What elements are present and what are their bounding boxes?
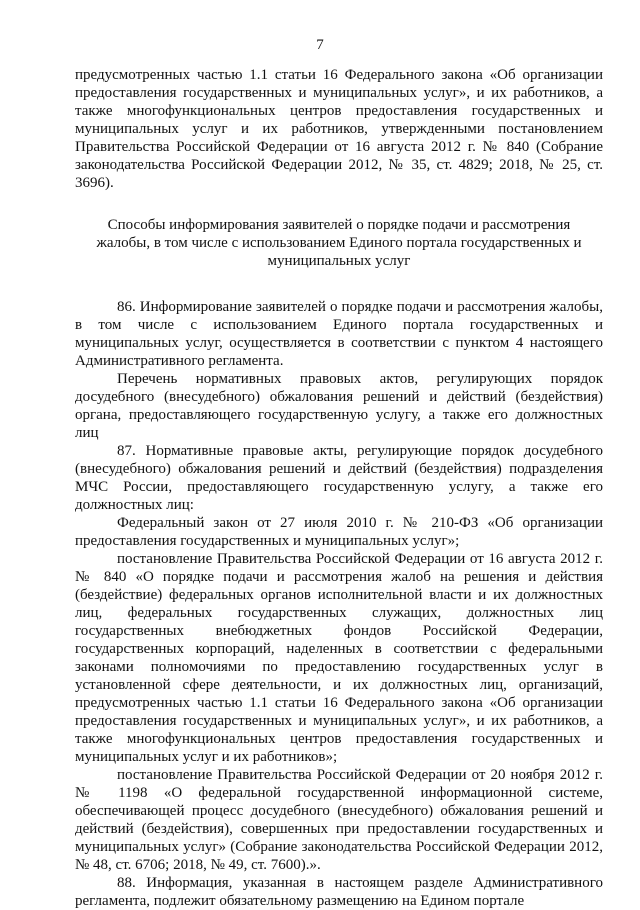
- paragraph-continuation: предусмотренных частью 1.1 статьи 16 Федерального закона «Об организации предоставления государственных и муниципальных услуг», и их работников, а также многофункциональных центров предоставления государственных и муниципальных услуг и их работников, утвержденными постановлением Правительства Российской Федерации от 16 августа 2012 г. № 840 (Собрание законодательства Российской Федерации 2012, № 35, ст. 4829; 2018, № 25, ст. 3696).: [75, 67, 603, 191]
- resolution-840: постановление Правительства Российской Федерации от 16 августа 2012 г. № 840 «О порядке подачи и рассмотрения жалоб на решения и действия (бездействие) федеральных органов исполнительной власти и их должностных лиц, федеральных государственных служащих, должностных лиц государственных внебюджетных фондов Российской Федерации, государственных корпораций, наделенных в соответствии с федеральными законами полномочиями по предоставлению государственных услуг в установленной сфере деятельности, и их должностных лиц, организаций, предусмотренных частью 1.1 статьи 16 Федерального закона «Об организации предоставления государственных и муниципальных услуг», и их работников, а также многофункциональных центров предоставления государственных и муниципальных услуг и их работников»;: [75, 551, 603, 765]
- subheading-perechen: Перечень нормативных правовых актов, регулирующих порядок досудебного (внесудебного) обжалования решений и действий (бездействия) органа, предоставляющего государственную услугу, а также его должностных лиц: [75, 371, 603, 441]
- paragraph-87: 87. Нормативные правовые акты, регулирующие порядок досудебного (внесудебного) обжалования решений и действий (бездействия) подразделения МЧС России, предоставляющего государственную услугу, а также его должностных лиц:: [75, 443, 603, 513]
- page-number: 7: [316, 37, 324, 53]
- document-body: [75, 66, 603, 910]
- paragraph-86: 86. Информирование заявителей о порядке подачи и рассмотрения жалобы, в том числе с использованием Единого портала государственных и муниципальных услуг, осуществляется в соответствии с пунктом 4 настоящего Административного регламента.: [75, 299, 603, 369]
- law-210-fz: Федеральный закон от 27 июля 2010 г. № 210-ФЗ «Об организации предоставления государственных и муниципальных услуг»;: [75, 515, 603, 549]
- paragraph-88: 88. Информация, указанная в настоящем разделе Административного регламента, подлежит обязательному размещению на Едином портале: [75, 875, 603, 909]
- section-heading: Способы информирования заявителей о порядке подачи и рассмотрения жалобы, в том числе с использованием Единого портала государственных и муниципальных услуг: [96, 217, 582, 269]
- resolution-1198: постановление Правительства Российской Федерации от 20 ноября 2012 г. № 1198 «О федеральной государственной информационной системе, обеспечивающей процесс досудебного (внесудебного) обжалования решений и действий (бездействия), совершенных при предоставлении государственных и муниципальных услуг» (Собрание законодательства Российской Федерации 2012, № 48, ст. 6706; 2018, № 49, ст. 7600).».: [75, 767, 603, 873]
